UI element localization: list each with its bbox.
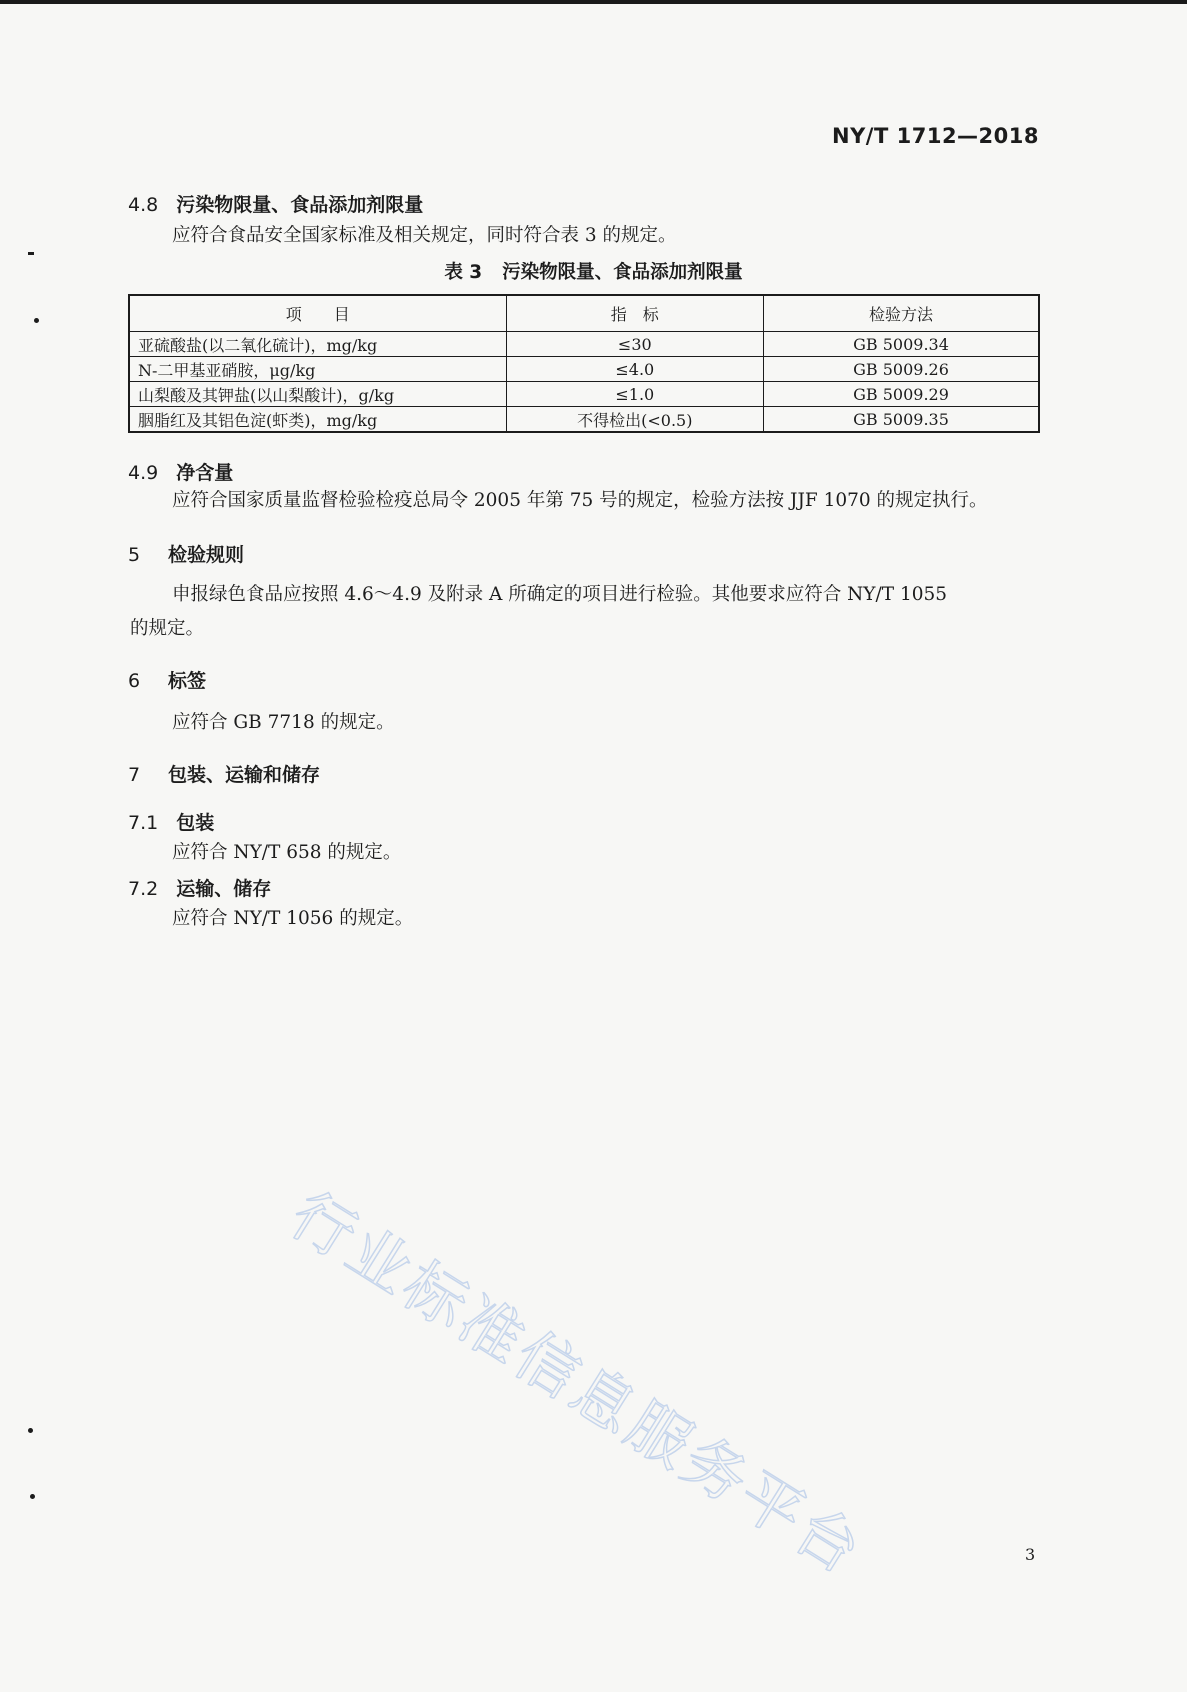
section-7-heading [128, 760, 320, 787]
table-row [129, 357, 1039, 382]
cell-item: 山梨酸及其钾盐(以山梨酸计)，g/kg [129, 382, 506, 407]
cell-index: ≤4.0 [506, 357, 763, 382]
page-number: 3 [1025, 1545, 1036, 1564]
section-7-1-heading [128, 808, 214, 835]
table-label: 表 3 [444, 262, 483, 283]
section-number: 5 [128, 544, 141, 566]
section-title: 运输、储存 [176, 878, 272, 900]
section-4-9-body: 应符合国家质量监督检验检疫总局令 2005 年第 75 号的规定，检验方法按 JJF 1070 的规定执行。 [172, 490, 988, 511]
table-row [129, 407, 1039, 433]
cell-method: GB 5009.35 [764, 407, 1039, 433]
section-number: 6 [128, 670, 141, 692]
section-title: 包装、运输和储存 [168, 764, 321, 786]
section-6-heading [128, 666, 206, 693]
document-code: NY/T 1712—2018 [832, 124, 1039, 148]
scan-mark [28, 252, 34, 255]
cell-method: GB 5009.26 [764, 357, 1039, 382]
section-4-8-body: 应符合食品安全国家标准及相关规定，同时符合表 3 的规定。 [172, 225, 677, 246]
section-7-2-heading [128, 874, 271, 901]
section-7-2-body: 应符合 NY/T 1056 的规定。 [172, 908, 414, 929]
scan-mark [28, 1428, 33, 1433]
section-title: 净含量 [176, 462, 234, 484]
cell-index: ≤1.0 [506, 382, 763, 407]
section-title: 污染物限量、食品添加剂限量 [176, 194, 424, 216]
table-row [129, 382, 1039, 407]
section-number: 4.9 [128, 462, 159, 484]
cell-item: 胭脂红及其铝色淀(虾类)，mg/kg [129, 407, 506, 433]
section-title: 标签 [168, 670, 207, 692]
section-title: 包装 [176, 812, 215, 834]
column-header-index: 指 标 [506, 295, 763, 332]
section-number: 4.8 [128, 194, 159, 216]
cell-item: N-二甲基亚硝胺，μg/kg [129, 357, 506, 382]
cell-index: ≤30 [506, 332, 763, 357]
cell-item: 亚硫酸盐(以二氧化硫计)，mg/kg [129, 332, 506, 357]
section-title: 检验规则 [168, 544, 245, 566]
table-row [129, 332, 1039, 357]
section-number: 7 [128, 764, 141, 786]
section-4-9-heading [128, 458, 233, 485]
section-number: 7.1 [128, 812, 159, 834]
section-5-heading [128, 540, 244, 567]
section-number: 7.2 [128, 878, 159, 900]
table-header-row [129, 295, 1039, 332]
watermark: 行业标准信息服务平台 [278, 1177, 877, 1590]
table-title: 污染物限量、食品添加剂限量 [502, 262, 743, 283]
section-7-1-body: 应符合 NY/T 658 的规定。 [172, 842, 402, 863]
cell-method: GB 5009.34 [764, 332, 1039, 357]
column-header-item: 项 目 [129, 295, 506, 332]
section-5-body-line-2: 的规定。 [130, 618, 205, 639]
table-3-caption [0, 258, 1187, 284]
section-4-8-heading [128, 190, 423, 217]
scan-mark [30, 1494, 35, 1499]
scan-mark [34, 318, 39, 323]
column-header-method: 检验方法 [764, 295, 1039, 332]
cell-index: 不得检出(<0.5) [506, 407, 763, 433]
table-3 [128, 294, 1040, 433]
section-6-body: 应符合 GB 7718 的规定。 [172, 712, 395, 733]
cell-method: GB 5009.29 [764, 382, 1039, 407]
scan-top-edge [0, 0, 1187, 4]
section-5-body-line-1: 申报绿色食品应按照 4.6～4.9 及附录 A 所确定的项目进行检验。其他要求应符合 NY/T 1055 [172, 584, 948, 605]
